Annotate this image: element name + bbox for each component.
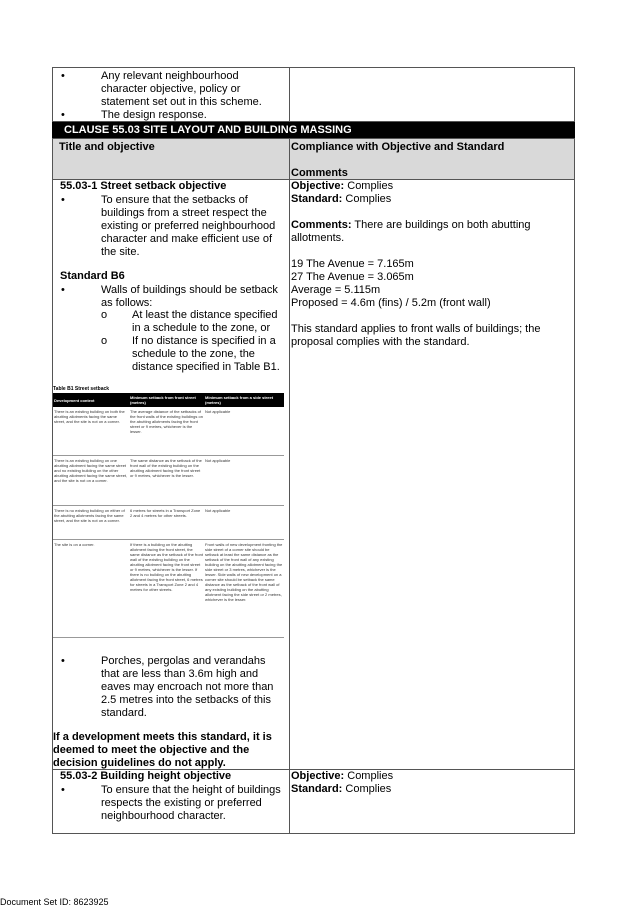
row2-objective-status <box>291 770 393 783</box>
calc-line-3: Average = 5.115m <box>291 284 381 296</box>
table-b1 <box>53 386 285 638</box>
objective-label: Objective: <box>291 180 345 192</box>
table-row <box>53 505 284 539</box>
standard-title: Standard B6 <box>60 270 125 282</box>
clause-heading <box>52 122 575 138</box>
table-cell: Not applicable <box>204 407 284 455</box>
table-cell: There is no existing building on either of the abutting allotments facing the same street, and the site is not on a corner. <box>53 505 129 539</box>
table-cell: 6 metres for streets in a Transport Zone 2 and 4 metres for other streets. <box>129 505 204 539</box>
header-comments-label: Comments <box>291 167 348 179</box>
table-b1-col-0: Development context <box>53 393 129 407</box>
row1-title: 55.03-1 Street setback objective <box>60 180 227 192</box>
top-right-cell <box>289 67 575 122</box>
table-row <box>53 455 284 505</box>
sub-bullet-2: If no distance is specified in a schedule to the zone, the distance specified in Table B1. <box>132 335 280 373</box>
header-left <box>52 138 290 180</box>
top-bullet-2: The design response. <box>101 109 207 121</box>
calc-line-1: 19 The Avenue = 7.165m <box>291 258 414 270</box>
standard-bullet: Walls of buildings should be setback as follows: <box>101 284 278 309</box>
row2-left <box>52 769 290 834</box>
table-cell: If there is a building on the abutting allotment facing the front street, the same distance as the setback of the front wall of the existing building on the abutting allotment facing the front street or 9 metres, whichever is the lesser. If there is no building on the abutting allotment facing the front street, 6 metres for streets in a Transport Zone 2 and 4 metres for other streets. <box>129 539 204 637</box>
row1-comments <box>291 219 561 245</box>
bullet-icon: • <box>61 284 65 296</box>
table-row <box>53 539 284 637</box>
row2-title: 55.03-2 Building height objective <box>60 770 232 782</box>
comments-value: There are buildings on both abutting allotments. <box>291 219 531 244</box>
table-b1-grid <box>53 393 284 638</box>
clause-heading-text: CLAUSE 55.03 SITE LAYOUT AND BUILDING MASSING <box>64 124 352 136</box>
objective-label: Objective: <box>291 770 345 782</box>
row2-objective: To ensure that the height of buildings respects the existing or preferred neighbourhood character. <box>101 784 281 822</box>
calc-line-4: Proposed = 4.6m (fins) / 5.2m (front wall) <box>291 297 491 309</box>
objective-value: Complies <box>347 180 394 192</box>
comments-label: Comments: <box>291 219 352 231</box>
table-cell: Front walls of new development fronting the side street of a corner site should be setback at least the same distance as the setback of the front wall of any existing building on the abutting allotment facing the side street or 3 metres, whichever is the lesser. Side walls of new development on a corner site should be setback the same distance as the setback of the front wall of any existing building on the abutting allotment facing the side street or 2 metres, whichever is the lesser. <box>204 539 284 637</box>
table-b1-col-2: Minimum setback from a side street (metres) <box>204 393 284 407</box>
table-cell: The average distance of the setbacks of the front walls of the existing buildings on the abutting allotments facing the front street or 9 metres, whichever is the lesser. <box>129 407 204 455</box>
row2-standard-status <box>291 783 391 796</box>
table-cell: The same distance as the setback of the front wall of the existing building on the abutting allotment facing the front street or 9 metres, whichever is the lesser. <box>129 455 204 505</box>
top-left-cell <box>52 67 290 122</box>
conclusion: This standard applies to front walls of buildings; the proposal complies with the standard. <box>291 323 541 348</box>
bullet-icon: • <box>61 194 65 206</box>
table-b1-caption: Table B1 Street setback <box>53 386 110 392</box>
row1-right <box>289 179 575 770</box>
calc-line-2: 27 The Avenue = 3.065m <box>291 271 414 283</box>
objective-value: Complies <box>347 770 394 782</box>
bullet-icon: • <box>61 655 65 667</box>
standard-value: Complies <box>345 783 392 795</box>
table-b1-col-1: Minimum setback from front street (metres) <box>129 393 204 407</box>
table-row <box>53 407 284 455</box>
header-left-label: Title and objective <box>59 141 155 153</box>
header-right-label: Compliance with Objective and Standard <box>291 141 505 153</box>
standard-note: If a development meets this standard, it is deemed to meet the objective and the decision guidelines do not apply. <box>53 731 272 769</box>
table-cell: Not applicable <box>204 455 284 505</box>
bullet-icon: • <box>61 109 65 121</box>
standard-label: Standard: <box>291 783 343 795</box>
table-cell: Not applicable <box>204 505 284 539</box>
row1-objective: To ensure that the setbacks of buildings from a street respect the existing or preferred neighbourhood character and make efficient use of the site. <box>101 194 276 258</box>
table-cell: The site is on a corner. <box>53 539 129 637</box>
row2-right <box>289 769 575 834</box>
sub-bullet-icon: o <box>101 309 108 321</box>
porch-bullet: Porches, pergolas and verandahs that are less than 3.6m high and eaves may encroach not more than 2.5 metres into the setbacks of this standard. <box>101 655 274 719</box>
standard-label: Standard: <box>291 193 343 205</box>
sub-bullet-1: At least the distance specified in a schedule to the zone, or <box>132 309 278 334</box>
row1-standard-status <box>291 193 391 206</box>
table-cell: There is an existing building on both the abutting allotments facing the same street, and the site is not on a corner. <box>53 407 129 455</box>
bullet-icon: • <box>61 70 65 82</box>
sub-bullet-icon: o <box>101 335 108 347</box>
bullet-icon: • <box>61 784 65 796</box>
row1-objective-status <box>291 180 393 193</box>
header-right <box>289 138 575 180</box>
top-bullet-1: Any relevant neighbourhood character objective, policy or statement set out in this scheme. <box>101 70 262 108</box>
row1-left <box>52 179 290 770</box>
table-cell: There is an existing building on one abutting allotment facing the same street and no existing building on the other abutting allotment facing the same street, and the site is not on a corner. <box>53 455 129 505</box>
document-set-id: Document Set ID: 8623925 <box>0 897 109 907</box>
standard-value: Complies <box>345 193 392 205</box>
